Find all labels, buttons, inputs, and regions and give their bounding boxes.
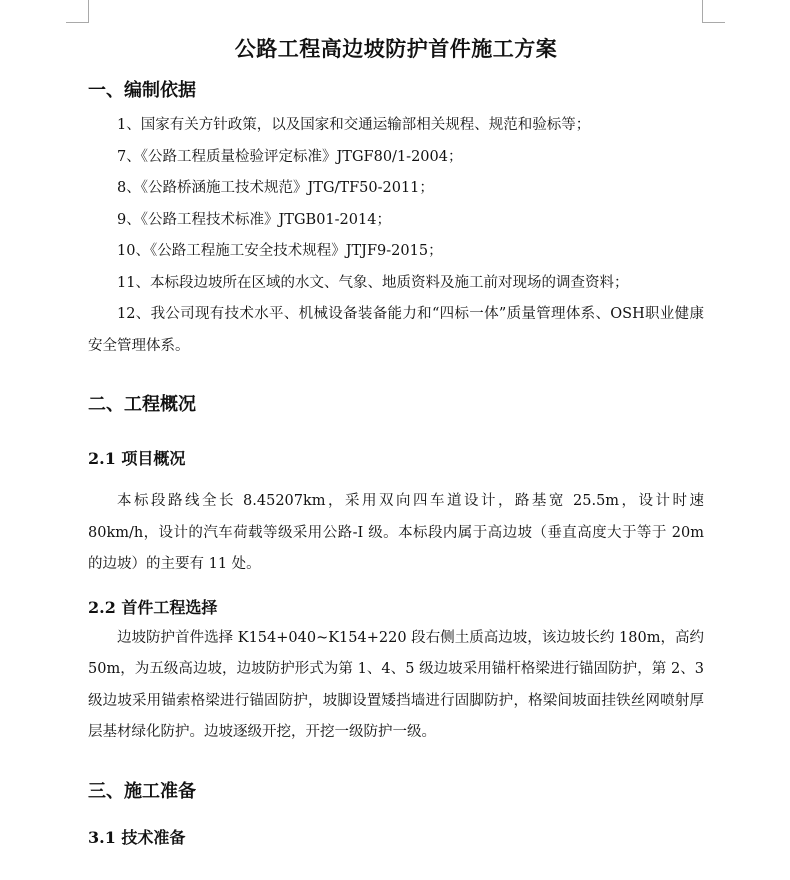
section-heading: 二、工程概况 <box>88 394 196 415</box>
crop-mark-top-right <box>702 0 725 23</box>
basis-item: 12、我公司现有技术水平、机械设备装备能力和“四标一体”质量管理体系、OSH职业健康安全管理体系。 <box>88 306 704 354</box>
subsection-heading: 3.1 技术准备 <box>88 827 186 847</box>
subsection-heading: 2.1 项目概况 <box>88 449 186 468</box>
basis-item: 7、《公路工程质量检验评定标准》JTGF80/1-2004； <box>117 148 463 165</box>
section-heading: 一、编制依据 <box>88 80 196 101</box>
basis-item: 9、《公路工程技术标准》JTGB01-2014； <box>117 211 391 228</box>
section-heading: 三、施工准备 <box>88 780 196 802</box>
document-title: 公路工程高边坡防护首件施工方案 <box>234 36 558 61</box>
basis-item: 1、国家有关方针政策，以及国家和交通运输部相关规程、规范和验标等； <box>117 117 591 133</box>
basis-item: 11、本标段边坡所在区域的水文、气象、地质资料及施工前对现场的调查资料； <box>117 274 629 291</box>
first-work-selection-text: 边坡防护首件选择 K154+040~K154+220 段右侧土质高边坡，该边坡长约 180m，高约 50m，为五级高边坡，边坡防护形式为第 1、4、5 级边坡采用锚杆格梁进行锚固防护，第 2、3 级边坡采用锚索格梁进行锚固防护，坡脚设置矮挡墙进行固脚防护，格梁间坡面挂铁丝网喷射厚层基材绿化防护。边坡逐级开挖，开挖一级防护一级。 <box>88 629 704 740</box>
basis-item: 10、《公路工程施工安全技术规程》JTJF9-2015； <box>117 243 443 259</box>
document-body <box>88 30 704 853</box>
subsection-heading: 2.2 首件工程选择 <box>88 597 218 617</box>
basis-item: 8、《公路桥涵施工技术规范》JTG/TF50-2011； <box>117 180 434 196</box>
crop-mark-top-left <box>66 0 89 23</box>
project-overview-text: 本标段路线全长 8.45207km，采用双向四车道设计，路基宽 25.5m，设计时速 80km/h，设计的汽车荷载等级采用公路-I 级。本标段内属于高边坡（垂直高度大于等于 20m 的边坡）的主要有 11 处。 <box>88 493 704 572</box>
